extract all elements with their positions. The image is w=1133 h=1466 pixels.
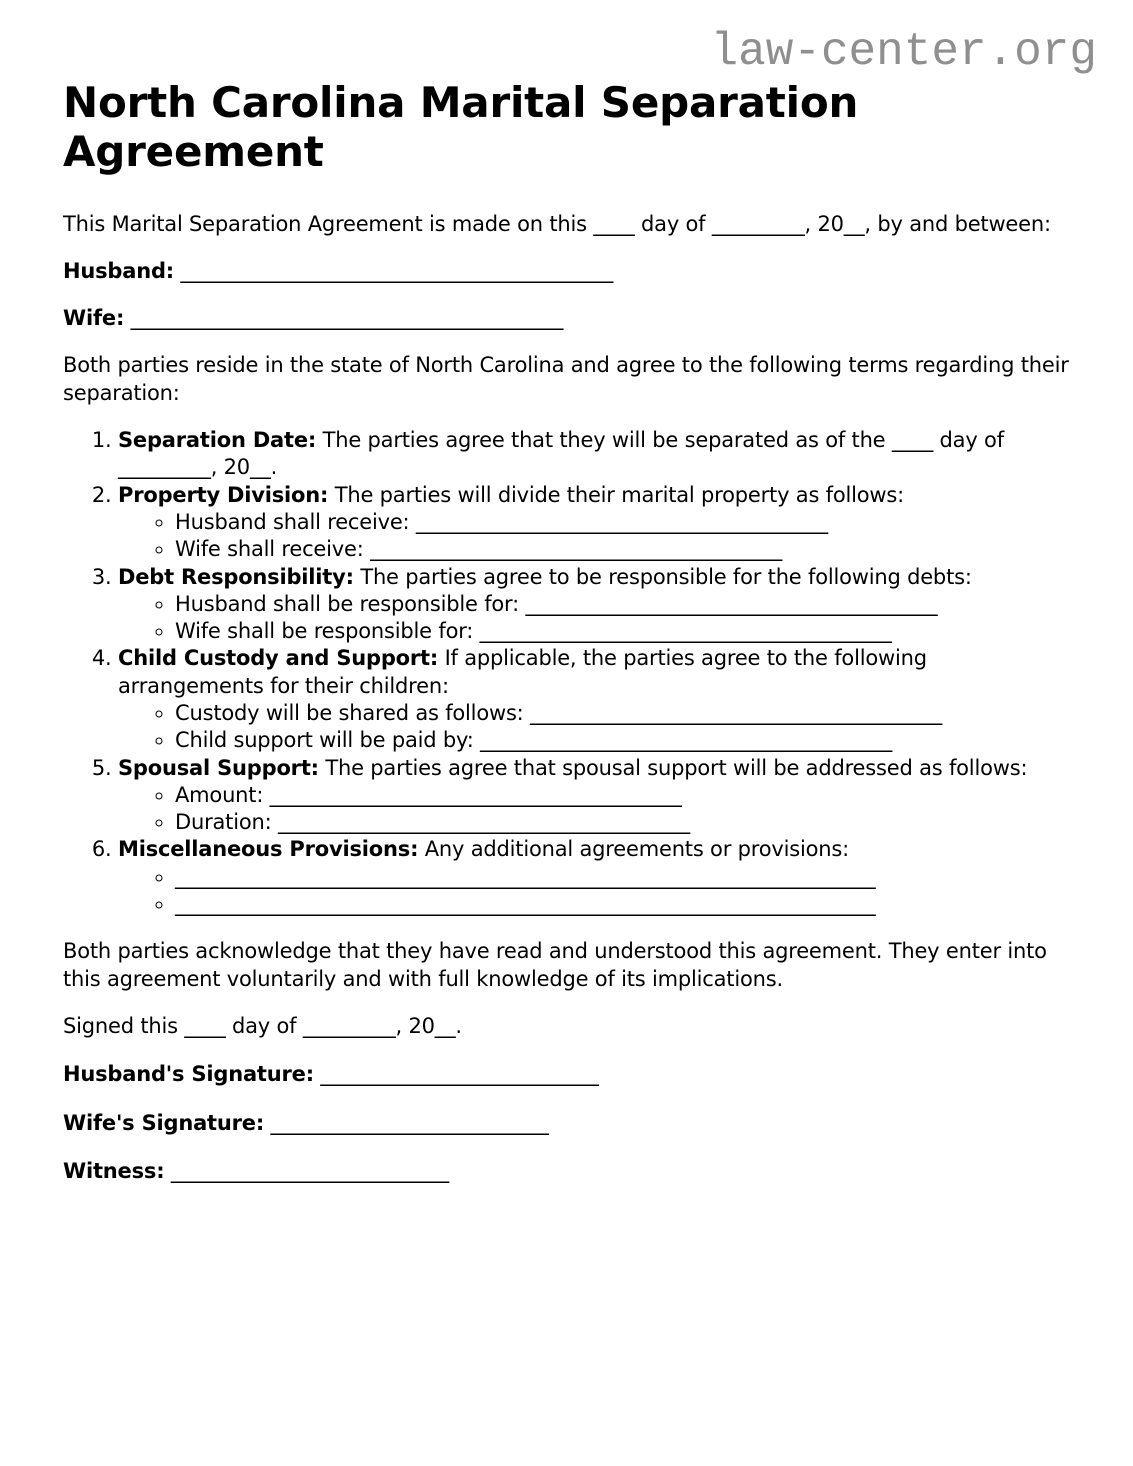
sub-item-provision-blank: ◦ ____________________________________________________________________ bbox=[175, 891, 1070, 918]
signature-block bbox=[63, 1061, 1070, 1185]
term-label: Property Division: bbox=[118, 482, 329, 507]
sub-item-husband-receive: ◦ Husband shall receive: ________________________________________ bbox=[175, 509, 1070, 536]
site-watermark: law-center.org bbox=[710, 26, 1097, 78]
wife-signature-line bbox=[63, 1110, 1070, 1137]
sub-item-wife-receive: ◦ Wife shall receive: ________________________________________ bbox=[175, 536, 1070, 563]
page-title: North Carolina Marital Separation Agreement bbox=[63, 78, 859, 177]
term-text: If applicable, the parties agree to the following arrangements for their children: bbox=[118, 646, 927, 698]
husband-signature-line bbox=[63, 1061, 1070, 1088]
witness-line bbox=[63, 1158, 1070, 1185]
term-sublist bbox=[118, 700, 1070, 755]
sub-item-amount: ◦ Amount: ________________________________________ bbox=[175, 782, 1070, 809]
term-sublist bbox=[118, 591, 1070, 646]
term-label: Debt Responsibility: bbox=[118, 564, 354, 589]
term-text: Any additional agreements or provisions: bbox=[418, 837, 849, 862]
residence-paragraph: Both parties reside in the state of North Carolina and agree to the following terms regarding their separation: bbox=[63, 353, 1069, 405]
sub-item-provision-blank: ◦ ____________________________________________________________________ bbox=[175, 864, 1070, 891]
sub-item-wife-responsible: ◦ Wife shall be responsible for: ________________________________________ bbox=[175, 618, 1070, 645]
wife-blank: __________________________________________ bbox=[130, 306, 564, 331]
intro-paragraph: This Marital Separation Agreement is made on this ____ day of _________, 20__, by and between: bbox=[63, 211, 1051, 236]
term-label: Miscellaneous Provisions: bbox=[118, 837, 419, 862]
term-separation-date bbox=[118, 427, 1070, 482]
sub-item-child-support: ◦ Child support will be paid by: ________________________________________ bbox=[175, 727, 1070, 754]
term-miscellaneous bbox=[118, 836, 1070, 918]
term-sublist bbox=[118, 509, 1070, 564]
sub-item-duration: ◦ Duration: ________________________________________ bbox=[175, 809, 1070, 836]
terms-list bbox=[63, 427, 1070, 918]
term-label: Separation Date: bbox=[118, 428, 317, 453]
wife-label: Wife: bbox=[63, 306, 125, 331]
husband-signature-label: Husband's Signature: bbox=[63, 1062, 314, 1087]
sub-item-custody-shared: ◦ Custody will be shared as follows: ________________________________________ bbox=[175, 700, 1070, 727]
acknowledgement-paragraph: Both parties acknowledge that they have read and understood this agreement. They enter into this agreement voluntarily and with full knowledge of its implications. bbox=[63, 939, 1047, 991]
term-sublist bbox=[118, 782, 1070, 837]
term-text: The parties agree that spousal support will be addressed as follows: bbox=[318, 755, 1028, 780]
sub-item-husband-responsible: ◦ Husband shall be responsible for: ________________________________________ bbox=[175, 591, 1070, 618]
term-sublist bbox=[118, 864, 1070, 919]
term-label: Spousal Support: bbox=[118, 755, 319, 780]
term-text: The parties will divide their marital property as follows: bbox=[328, 482, 905, 507]
term-label: Child Custody and Support: bbox=[118, 646, 439, 671]
husband-label: Husband: bbox=[63, 258, 175, 283]
wife-line bbox=[63, 305, 1070, 332]
wife-signature-blank: ___________________________ bbox=[270, 1110, 549, 1135]
term-text: The parties agree that they will be separated as of the ____ day of _________, 20__. bbox=[118, 428, 1004, 480]
term-spousal-support bbox=[118, 755, 1070, 837]
husband-line bbox=[63, 258, 1070, 285]
witness-label: Witness: bbox=[63, 1158, 165, 1183]
term-debt-responsibility bbox=[118, 564, 1070, 646]
signed-date-line: Signed this ____ day of _________, 20__. bbox=[63, 1013, 462, 1038]
husband-signature-blank: ___________________________ bbox=[320, 1062, 599, 1087]
husband-blank: __________________________________________ bbox=[180, 258, 614, 283]
witness-blank: ___________________________ bbox=[170, 1158, 449, 1183]
wife-signature-label: Wife's Signature: bbox=[63, 1110, 265, 1135]
term-child-custody bbox=[118, 645, 1070, 754]
term-property-division bbox=[118, 482, 1070, 564]
term-text: The parties agree to be responsible for the following debts: bbox=[353, 564, 972, 589]
